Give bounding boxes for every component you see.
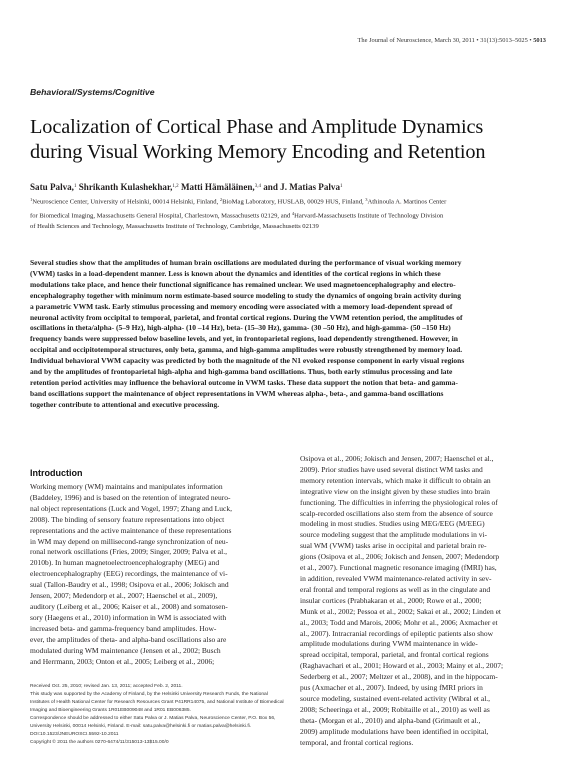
right-column bbox=[300, 454, 556, 748]
abstract-line: Several studies show that the amplitudes of human brain oscillations are modulated during the performance of visual working memory bbox=[30, 258, 462, 267]
left-column bbox=[30, 468, 286, 667]
author-name: Satu Palva, bbox=[30, 182, 74, 192]
section-label: Behavioral/Systems/Cognitive bbox=[30, 87, 155, 97]
body-text-line: Working memory (WM) maintains and manipulates information bbox=[30, 482, 223, 491]
affiliation-line: for Biomedical Imaging, Massachusetts General Hospital, Charlestown, Massachusetts 02129, and $^4$Harvard-Massachusetts Institute of Technology Division bbox=[30, 210, 444, 219]
body-text-line: (Baddeley, 1996) and is based on the retention of integrated neuro- bbox=[30, 492, 231, 502]
correspondence-line: Correspondence should be addressed to either Satu Palva or J. Matias Palva, Neuroscience Center, P.O. Box 56, bbox=[30, 716, 276, 721]
body-text-line: sual WM (VWM) tasks arise in occipital and parietal brain re- bbox=[300, 541, 487, 551]
abstract-line: together contribute to attentional and executive processing. bbox=[30, 399, 220, 409]
abstract-line: encephalography together with minimum norm estimate-based source modeling to study the dynamics of ongoing brain activity during bbox=[30, 290, 461, 300]
body-text-line: representations and the active maintenance of these representations bbox=[30, 525, 232, 535]
body-text-line: source modeling suggest that the amplitude modulations in vi- bbox=[300, 530, 488, 540]
abstract-line: retention period activities may influence the behavioral outcome in VWM tasks. These data support the notion that beta- and gamma- bbox=[30, 377, 458, 387]
body-text-line: 2009). Prior studies have used several distinct WM tasks and bbox=[300, 464, 483, 474]
received-dates: Received Oct. 25, 2010; revised Jan. 13, 2011; accepted Feb. 2, 2011. bbox=[30, 684, 183, 689]
author-name: Matti Hämäläinen, bbox=[178, 182, 255, 192]
affiliations bbox=[30, 194, 555, 232]
abstract-line: band oscillations support the maintenance of object representations in VWM whereas alpha-, beta-, and gamma-band oscillations bbox=[30, 388, 444, 398]
body-text-line: Osipova et al., 2006; Jokisch and Jensen, 2007; Haenschel et al., bbox=[300, 454, 494, 463]
abstract bbox=[30, 258, 555, 411]
body-text-line: temporal, and frontal cortical regions. bbox=[300, 737, 414, 747]
body-text-line: memory retention intervals, which make it difficult to obtain an bbox=[300, 475, 491, 485]
body-text-line: 2010b). In human magnetoelectroencephalography (MEG) and bbox=[30, 558, 220, 568]
body-text-line: al., 2003; Todd and Marois, 2006; Mohr et al., 2006; Axmacher et bbox=[300, 617, 498, 627]
author-affiliation-mark: 1 bbox=[340, 184, 343, 189]
title-line-2: during Visual Working Memory Encoding and Retention bbox=[30, 141, 486, 163]
abstract-line: occipital and occipitotemporal structures, only beta, gamma, and high-gamma amplitudes were robustly strengthened by memory load. bbox=[30, 345, 463, 355]
body-text-line: modulated during WM maintenance (Jensen et al., 2002; Busch bbox=[30, 645, 221, 655]
abstract-line: frequency bands were suppressed below baseline levels, and yet, in frontoparietal regions, load dependently strengthened. However, in bbox=[30, 334, 458, 344]
body-text-line: gions (Osipova et al., 2006; Jokisch and Jensen, 2007; Medendorp bbox=[300, 552, 500, 562]
affiliation-line: of Health Sciences and Technology, Massachusetts Institute of Technology, Cambridge, Massachusetts 02139 bbox=[30, 223, 319, 230]
author-affiliation-mark: 1,2 bbox=[172, 184, 179, 189]
introduction-heading: Introduction bbox=[30, 468, 83, 478]
funding-note-line: Imaging and Bioengineering Grants 1R01EB009048 and 1R01 EB006385. bbox=[30, 708, 191, 713]
author-name: and J. Matias Palva bbox=[260, 182, 341, 192]
abstract-line: neuronal activity from occipital to temporal, parietal, and frontal cortical regions. During the VWM retention period, the amplitudes of bbox=[30, 312, 463, 322]
body-text-line: source modeling, sustained event-related activity (Wibral et al., bbox=[300, 693, 491, 703]
footnotes bbox=[30, 683, 290, 747]
abstract-line: a parametric VWM task. Early stimulus processing and memory encoding were associated with a memory load-dependent spread of bbox=[30, 301, 453, 311]
body-text-line: Jensen, 2007; Medendorp et al., 2007; Haenschel et al., 2009), bbox=[30, 591, 218, 601]
body-text-line: 2008; Scheeringa et al., 2009; Robitaille et al., 2010) as well as bbox=[300, 704, 490, 714]
volume-info: • 31(13):5013–5025 • bbox=[474, 37, 534, 44]
introduction-text bbox=[30, 482, 286, 667]
copyright: Copyright © 2011 the authors 0270-6474/11/315013-13$15.00/0 bbox=[30, 740, 169, 745]
body-text-line: theta- (Morgan et al., 2010) and alpha-band (Grimault et al., bbox=[300, 715, 481, 725]
author-affiliation-mark: 3,4 bbox=[254, 184, 261, 189]
correspondence-line: University Helsinki, 00014 Helsinki, Finland. E-mail: satu.palva@helsinki.fi or matias.palva@helsinki.fi. bbox=[30, 724, 252, 729]
body-text-line: insular cortices (Prabhakaran et al., 2000; Rowe et al., 2000; bbox=[300, 595, 482, 605]
body-text-line: spread occipital, temporal, parietal, and frontal cortical regions bbox=[300, 650, 489, 660]
body-text-line: 2009) amplitude modulations have been identified in occipital, bbox=[300, 726, 489, 736]
body-text-line: modeling in most studies. Studies using MEG/EEG (M/EEG) bbox=[300, 519, 485, 529]
body-text-line: pus (Axmacher et al., 2007). Indeed, by using fMRI priors in bbox=[300, 683, 483, 693]
body-text-line: ronal network oscillations (Fries, 2009; Singer, 2009; Palva et al., bbox=[30, 547, 227, 557]
author-list bbox=[30, 182, 343, 192]
affiliation-line: $^1$Neuroscience Center, University of Helsinki, 00014 Helsinki, Finland, $^2$BioMag Laboratory, HUSLAB, 00029 HUS, Finland, $^3$Athinoula A. Martinos Center bbox=[30, 197, 447, 206]
body-text-line: auditory (Leiberg et al., 2006; Kaiser et al., 2008) and somatosen- bbox=[30, 601, 228, 611]
abstract-line: oscillations in theta/alpha- (5–9 Hz), high-alpha- (10 –14 Hz), beta- (15–30 Hz), gamma- (30 –50 Hz), and high-gamma- (50 –150 Hz) bbox=[30, 323, 451, 333]
abstract-line: Individual behavioral VWM capacity was predicted by both the magnitude of the N1 evoked response component in early visual regions bbox=[30, 356, 465, 366]
body-text-line: in addition, revealed VWM maintenance-related activity in sev- bbox=[300, 573, 492, 583]
body-text-line: Sederberg et al., 2007; Meltzer et al., 2008), and in the hippocam- bbox=[300, 672, 498, 682]
abstract-line: (VWM) tasks in a load-dependent manner. Less is known about the dynamics and identities of the cortical regions in which these bbox=[30, 268, 441, 278]
abstract-line: and by the amplitudes of frontoparietal high-alpha and high-gamma band oscillations. Thus, both early stimulus processing and late bbox=[30, 367, 453, 377]
abstract-line: modulations take place, and hence their functional significance has remained unclear. We used magnetoencephalography and electro- bbox=[30, 279, 456, 289]
body-text-line: eral frontal and temporal regions as well as in the cingulate and bbox=[300, 584, 491, 594]
body-text-line: ever, the amplitudes of theta- and alpha-band oscillations also are bbox=[30, 634, 227, 644]
page-number: 5013 bbox=[533, 37, 546, 44]
body-text-line: al., 2007). Intracranial recordings of epileptic patients also show bbox=[300, 628, 494, 638]
author-affiliation-mark: 1 bbox=[73, 184, 77, 189]
body-text-line: sory (Haegens et al., 2010) information in WM is associated with bbox=[30, 612, 227, 622]
body-text-line: and Herrmann, 2003; Onton et al., 2005; Leiberg et al., 2006; bbox=[30, 656, 215, 666]
author-name: Shrikanth Kulashekhar, bbox=[76, 182, 173, 192]
body-text-line: et al., 2007). Functional magnetic resonance imaging (fMRI) has, bbox=[300, 563, 497, 573]
funding-note-line: Institutes of Health National Center for Research Resources Grant P41RR14075, and National Institute of Biomedical bbox=[30, 700, 284, 705]
article-title bbox=[30, 115, 560, 165]
body-text-line: integrative view on the insight given by these studies into brain bbox=[300, 486, 490, 496]
body-text-line: nal object representations (Luck and Vogel, 1997; Zhang and Luck, bbox=[30, 503, 232, 513]
funding-note-line: This study was supported by the Academy of Finland, by the Helsinki University Research Funds, the National bbox=[30, 692, 268, 697]
body-text-line: scalp-recorded oscillations also stem from the absence of source bbox=[300, 508, 493, 518]
body-text-line: sual (Tallon-Baudry et al., 1998; Osipova et al., 2006; Jokisch and bbox=[30, 580, 229, 590]
body-text-line: amplitude modulations during VWM maintenance in wide- bbox=[300, 639, 478, 649]
body-text-line: increased beta- and gamma-frequency band amplitudes. How- bbox=[30, 623, 217, 633]
body-text-line: electroencephalography (EEG) recordings, the maintenance of vi- bbox=[30, 569, 228, 579]
running-header bbox=[30, 37, 546, 44]
body-text-line: (Raghavachari et al., 2001; Howard et al., 2003; Mainy et al., 2007; bbox=[300, 661, 504, 671]
body-text-line: functioning. The difficulties in inferring the physiological roles of bbox=[300, 497, 498, 507]
doi: DOI:10.1523/JNEUROSCI.5592-10.2011 bbox=[30, 732, 119, 737]
body-text-line: in WM may depend on millisecond-range synchronization of neu- bbox=[30, 536, 229, 546]
body-text-line: Munk et al., 2002; Pessoa et al., 2002; Sakai et al., 2002; Linden et bbox=[300, 606, 502, 616]
title-line-1: Localization of Cortical Phase and Amplitude Dynamics bbox=[30, 116, 484, 138]
body-text-line: 2008). The binding of sensory feature representations into object bbox=[30, 514, 225, 524]
journal-name: The Journal of Neuroscience, March 30, 2011 bbox=[357, 37, 475, 44]
